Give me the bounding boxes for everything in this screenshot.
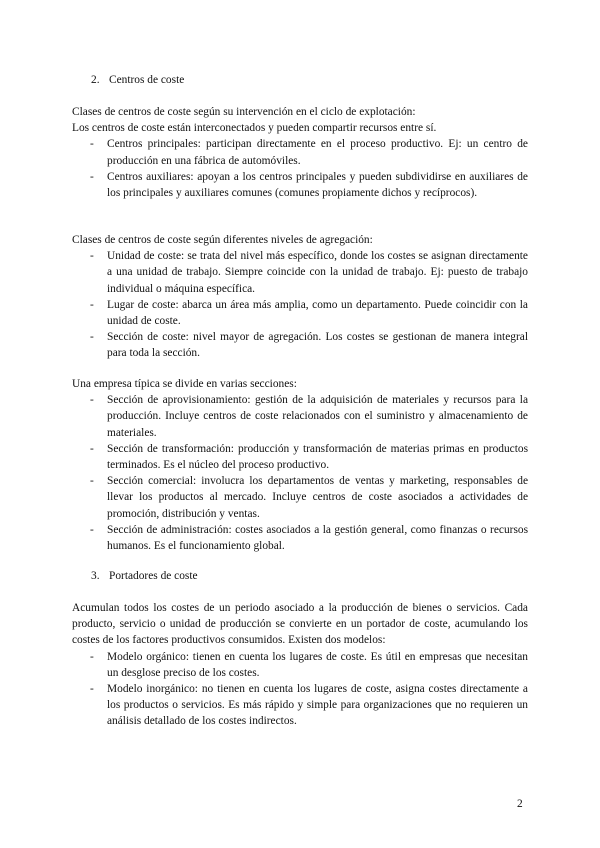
list-item bbox=[72, 297, 528, 329]
bullet-list bbox=[72, 649, 528, 730]
list-item-text: Centros principales: participan directamente en el proceso productivo. Ej: un centro de producción en una fábrica de automóviles. bbox=[107, 138, 528, 167]
cost-carriers-block bbox=[72, 600, 528, 730]
dash-bullet: - bbox=[90, 298, 94, 311]
list-item-text: Sección de administración: costes asociados a la gestión general, como finanzas o recursos humanos. Es el funcionamiento global. bbox=[107, 523, 528, 553]
aggregation-block bbox=[72, 232, 528, 362]
section-title: Portadores de coste bbox=[109, 570, 198, 582]
list-item-text: Unidad de coste: se trata del nivel más específico, donde los costes se asignan directamente a una unidad de trabajo. Siempre coincide con la unidad de trabajo. Ej: puesto de trabajo individual o máquina específica. bbox=[107, 250, 528, 295]
dash-bullet: - bbox=[90, 650, 94, 663]
dash-bullet: - bbox=[90, 170, 94, 183]
list-item-text: Centros auxiliares: apoyan a los centros principales y pueden subdividirse en auxiliares de los principales y auxiliares comunes (comunes propiamente dichos y recíprocos). bbox=[107, 170, 528, 200]
list-item bbox=[72, 522, 528, 554]
page-number: 2 bbox=[517, 798, 523, 810]
list-item-text: Sección comercial: involucra los departamentos de ventas y marketing, responsables de llevar los productos al mercado. Incluye centros de coste asociados a actividades de promoción, distribución y ventas. bbox=[107, 475, 528, 520]
list-item bbox=[72, 649, 528, 681]
dash-bullet: - bbox=[90, 442, 94, 455]
list-item bbox=[72, 681, 528, 730]
bullet-list bbox=[72, 248, 528, 361]
paragraph: Clases de centros de coste según su intervención en el ciclo de explotación: bbox=[72, 106, 416, 118]
list-item-text: Sección de transformación: producción y transformación de materias primas en productos terminados. Es el núcleo del proceso productivo. bbox=[107, 442, 528, 472]
paragraph: Los centros de coste están interconectados y pueden compartir recursos entre sí. bbox=[72, 122, 437, 135]
section-number: 3. bbox=[91, 570, 100, 582]
list-item-text: Sección de coste: nivel mayor de agregación. Los costes se gestionan de manera integral para toda la sección. bbox=[107, 331, 528, 360]
list-item-text: Sección de aprovisionamiento: gestión de la adquisición de materiales y recursos para la producción. Incluye centros de coste relacionados con el suministro y almacenamiento de materiales. bbox=[107, 394, 528, 439]
paragraph: Acumulan todos los costes de un periodo asociado a la producción de bienes o servicios. Cada producto, servicio o unidad de producción se convierte en un portador de coste, acumulando los costes de los factores productivos consumidos. Existen dos modelos: bbox=[72, 602, 528, 647]
section-number: 2. bbox=[91, 74, 100, 86]
dash-bullet: - bbox=[90, 523, 94, 536]
dash-bullet: - bbox=[90, 138, 94, 151]
list-item-text: Lugar de coste: abarca un área más amplia, como un departamento. Puede coincidir con la unidad de coste. bbox=[107, 298, 528, 328]
list-item bbox=[72, 169, 528, 201]
section-title: Centros de coste bbox=[109, 74, 185, 86]
dash-bullet: - bbox=[90, 331, 94, 344]
paragraph: Una empresa típica se divide en varias secciones: bbox=[72, 378, 297, 390]
dash-bullet: - bbox=[90, 683, 94, 696]
intervention-block bbox=[72, 104, 528, 201]
list-item bbox=[72, 473, 528, 522]
paragraph: Clases de centros de coste según diferentes niveles de agregación: bbox=[72, 234, 373, 246]
dash-bullet: - bbox=[90, 394, 94, 407]
list-item bbox=[72, 392, 528, 441]
list-item bbox=[72, 329, 528, 361]
bullet-list bbox=[72, 136, 528, 201]
bullet-list bbox=[72, 392, 528, 554]
section-heading bbox=[91, 568, 198, 584]
section-heading bbox=[91, 72, 184, 88]
list-item-text: Modelo inorgánico: no tienen en cuenta los lugares de coste, asigna costes directamente a los productos o servicios. Es más rápido y simple para organizaciones que no requieren un análisis detallado de los costes indirectos. bbox=[107, 683, 528, 728]
sections-block bbox=[72, 376, 528, 554]
list-item bbox=[72, 136, 528, 168]
list-item bbox=[72, 248, 528, 297]
dash-bullet: - bbox=[90, 475, 94, 488]
list-item-text: Modelo orgánico: tienen en cuenta los lugares de coste. Es útil en empresas que necesitan un desglose preciso de los costes. bbox=[107, 650, 528, 679]
list-item bbox=[72, 441, 528, 473]
dash-bullet: - bbox=[90, 250, 94, 263]
